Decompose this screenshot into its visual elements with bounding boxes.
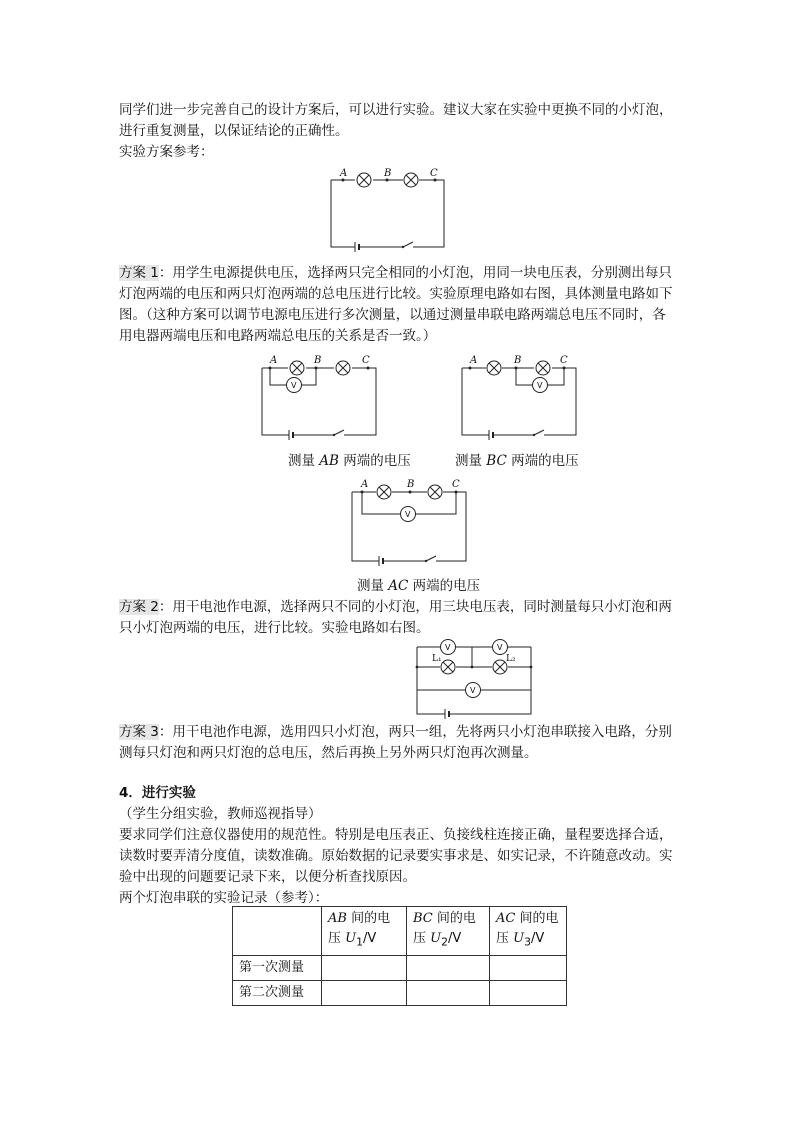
node-a-label: A: [470, 355, 478, 366]
record-table: [232, 906, 567, 1006]
battery-icon: [289, 430, 293, 440]
svg-text:V: V: [470, 686, 476, 695]
lamp-1-icon: [290, 361, 304, 375]
caption-ab: 测量 AB 两端的电压: [288, 453, 411, 469]
svg-text:V: V: [291, 381, 297, 390]
voltmeter-icon: [533, 378, 548, 393]
plan-2-tag: 方案 2: [119, 599, 159, 615]
switch-icon: [333, 430, 344, 436]
header-bc: BC 间的电压 $U_2/V$: [407, 907, 490, 956]
voltmeter-3-icon: [466, 683, 481, 698]
cell-empty: [322, 980, 407, 1005]
plan-3-text: ：用干电池作电源，选用四只小灯泡，两只一组，先将两只小灯泡串联接入电路，分别测每只灯泡和两只灯泡的总电压，然后再换上另外两只灯泡再次测量。: [119, 724, 672, 761]
lamp-2-icon: [536, 361, 550, 375]
table-row: [233, 980, 567, 1005]
header-ab: AB 间的电压 $U_1/V$: [322, 907, 407, 956]
node-b-label: B: [314, 355, 322, 366]
measure-bc-circuit-diagram: [458, 352, 583, 442]
table-row: [233, 955, 567, 980]
switch-icon: [425, 556, 436, 562]
measure-ac-circuit-diagram: [348, 476, 473, 568]
plan-2-paragraph: [119, 597, 679, 639]
section-4-subtitle: （学生分组实验，教师巡视指导）: [119, 806, 322, 822]
voltmeter-1-icon: [441, 640, 456, 655]
row-label: 第二次测量: [233, 980, 322, 1005]
intro-line-1: 同学们进一步完善自己的设计方案后，可以进行实验。建议大家在实验中更换不同的小灯泡，: [119, 102, 673, 118]
intro-line-2: 进行重复测量，以保证结论的正确性。: [119, 123, 349, 139]
node-a-label: A: [361, 479, 369, 490]
node-c-label: C: [362, 355, 370, 366]
plan-2-text: ：用干电池作电源，选择两只不同的小灯泡，用三块电压表，同时测量每只小灯泡和两只小灯泡两端的电压，进行比较。实验电路如右图。: [119, 599, 672, 636]
plan-1-text: ：用学生电源提供电压，选择两只完全相同的小灯泡，用同一块电压表，分别测出每只灯泡两端的电压和两只灯泡两端的总电压进行比较。实验原理电路如右图，具体测量电路如下图。（这种方案可以调节电源电压进行多次测量，以通过测量串联电路两端总电压不同时，各用电器两端电压和电路两端总电压的关系是否一致。）: [119, 265, 673, 344]
node-b-label: B: [384, 168, 392, 179]
lamp-2-icon: [404, 173, 418, 187]
lamp-2-icon: [428, 485, 442, 499]
cell-empty: [407, 955, 490, 980]
table-header-row: [233, 907, 567, 956]
caption-bc: 测量 BC 两端的电压: [455, 453, 579, 469]
section-4-title: 4．进行实验: [119, 785, 196, 801]
node-c-label: C: [430, 168, 438, 179]
lamp-l1-label: L₁: [432, 654, 442, 664]
node-b-label: B: [514, 355, 522, 366]
battery-icon: [445, 709, 449, 719]
battery-icon: [379, 556, 383, 566]
table-corner-cell: [233, 907, 322, 956]
node-a-label: A: [340, 168, 348, 179]
svg-text:V: V: [537, 381, 543, 390]
row-label: 第一次测量: [233, 955, 322, 980]
lamp-1-icon: [487, 361, 501, 375]
section-4-paragraph: 要求同学们注意仪器使用的规范性。特别是电压表正、负接线柱连接正确，量程要选择合适，读数时要弄清分度值，读数准确。原始数据的记录要实事求是、如实记录，不许随意改动。实验中出现的问题要记录下来，以便分析查找原因。: [119, 827, 673, 885]
plan-3-tag: 方案 3: [119, 724, 159, 740]
lamp-1-icon: [357, 173, 371, 187]
svg-text:V: V: [445, 643, 451, 652]
lamp-l2-icon: [493, 660, 507, 674]
battery-icon: [355, 242, 359, 252]
node-c-label: C: [560, 355, 568, 366]
plan-1-paragraph: [119, 263, 679, 347]
lamp-1-icon: [377, 485, 391, 499]
cell-empty: [490, 980, 567, 1005]
node-b-label: B: [407, 479, 415, 490]
lamp-l1-icon: [441, 660, 455, 674]
plan-2-circuit-diagram: [412, 638, 537, 718]
plan-3-paragraph: [119, 722, 679, 764]
svg-text:V: V: [497, 643, 503, 652]
cell-empty: [322, 955, 407, 980]
node-a-label: A: [270, 355, 278, 366]
voltmeter-icon: [287, 378, 302, 393]
voltmeter-icon: [401, 507, 416, 522]
plan-1-tag: 方案 1: [119, 265, 159, 281]
switch-icon: [533, 430, 544, 436]
svg-text:V: V: [405, 510, 411, 519]
caption-ac: 测量 AC 两端的电压: [357, 578, 481, 594]
measure-ab-circuit-diagram: [258, 352, 383, 442]
node-c-label: C: [452, 479, 460, 490]
principle-circuit-diagram: [325, 165, 450, 255]
voltmeter-2-icon: [493, 640, 508, 655]
cell-empty: [490, 955, 567, 980]
battery-icon: [489, 430, 493, 440]
table-title: 两个灯泡串联的实验记录（参考）：: [119, 890, 329, 906]
lamp-2-icon: [336, 361, 350, 375]
lamp-l2-label: L₂: [506, 654, 516, 664]
switch-icon: [402, 242, 413, 248]
header-ac: AC 间的电压 $U_3/V$: [490, 907, 567, 956]
reference-label: 实验方案参考：: [119, 144, 214, 160]
cell-empty: [407, 980, 490, 1005]
